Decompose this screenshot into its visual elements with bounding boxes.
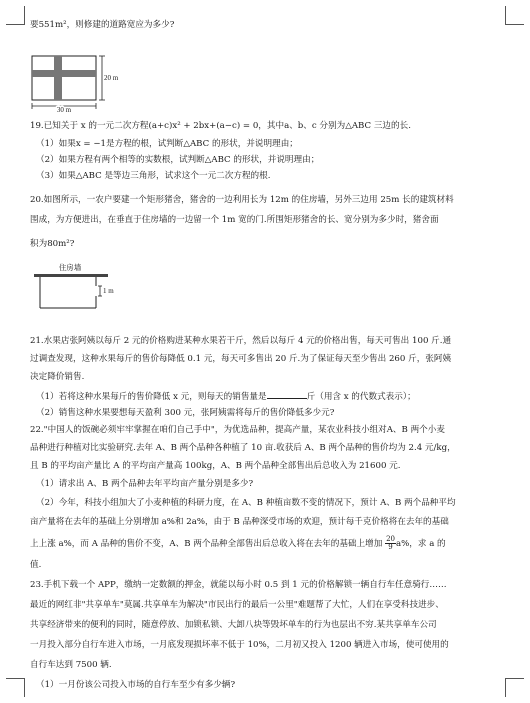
house-wall-label: 住房墙 xyxy=(58,263,82,272)
q23-part1: （1）一月份该公司投入市场的自行车至少有多少辆? xyxy=(36,680,236,690)
q22-part2-line3-text-a: 上上涨 a%，而 A 品种的售价不变，A、B 两个品种全部售出后总收入将在去年的基础上增加 xyxy=(30,539,383,549)
question-tail-line: 要551m²，则修建的道路宽应为多少? xyxy=(30,20,175,30)
q21-line2: 过调查发现，这种水果每斤的售价每降低 0.1 元，每天可多售出 20 斤.为了保证每天至少售出 260 斤，张阿姨 xyxy=(30,354,452,364)
q21-line3: 决定降价销售. xyxy=(30,372,85,382)
q20-line2: 围成，为方便进出，在垂直于住房墙的一边留一个 1m 宽的门.所围矩形猪舍的长、宽分别为多少时，猪舍面 xyxy=(30,215,439,225)
q22-line1: 22."中国人的饭碗必须牢牢掌握在咱们自己手中"，为优选品种，提高产量，某农业科技小组对A、B 两个小麦 xyxy=(30,425,445,435)
field-width-label: 30 m xyxy=(56,106,72,114)
door-width-label: 1 m xyxy=(103,287,114,295)
q19-part2: （2）如果方程有两个相等的实数根，试判断△ABC 的形状，并说明理由； xyxy=(36,155,320,165)
q21-part2: （2）销售这种水果要想每天盈利 300 元，张阿姨需将每斤的售价降低多少元? xyxy=(36,408,335,418)
q22-part2-line2: 亩产量将在去年的基础上分别增加 a%和 2a%，由于 B 品种深受市场的欢迎，预计每千克价格将在去年的基础 xyxy=(30,517,449,527)
q19-part1: （1）如果x = −1是方程的根，试判断△ABC 的形状，并说明理由； xyxy=(36,139,298,149)
q21-line1: 21.水果店张阿姨以每斤 2 元的价格购进某种水果若干斤，然后以每斤 4 元的价格出售，每天可售出 100 斤.通 xyxy=(30,336,452,346)
q22-line3: 且 B 的平均亩产量比 A 的平均亩产量高 100kg，A、B 两个品种全部售出后总收入为 21600 元. xyxy=(30,461,401,471)
fraction-numerator: 20 xyxy=(386,535,395,543)
crop-mark-bottom-right xyxy=(505,678,524,697)
q20-line3: 积为80m²? xyxy=(30,239,75,249)
q23-line3: 共享经济带来的便利的同时，随意停放、加锁私锁、大卸八块等毁坏单车的行为也层出不穷.某共享单车公司 xyxy=(30,620,437,630)
q22-line2: 品种进行种植对比实验研究.去年 A、B 两个品种各种植了 10 亩.收获后 A、B 两个品种的售价均为 2.4 元/kg， xyxy=(30,443,456,453)
q20-line1: 20.如图所示，一农户要建一个矩形猪舍，猪舍的一边利用长为 12m 的住房墙，另外三边用 25m 长的建筑材料 xyxy=(30,195,454,205)
crop-mark-bottom-left xyxy=(6,678,25,697)
q21-part1-text-b: 斤（用含 x 的代数式表示）； xyxy=(306,392,416,402)
q21-part1-text-a: （1）若将这种水果每斤的售价降低 x 元，则每天的销售量是 xyxy=(36,392,267,402)
q19-stem: 19.已知关于 x 的一元二次方程(a+c)x² + 2bx+(a−c) = 0，其中a、b、c 分别为△ABC 三边的长. xyxy=(30,121,411,131)
fraction-denominator: 9 xyxy=(388,543,393,551)
q22-part2-line1: （2）今年，科技小组加大了小麦种植的科研力度，在 A、B 种植亩数不变的情况下，预计 A、B 两个品种平均 xyxy=(36,498,456,508)
road-field-figure xyxy=(30,52,130,120)
q22-part2-line3-text-b: a%，求 a 的 xyxy=(395,539,446,549)
crop-mark-top-right xyxy=(505,6,524,25)
fraction-twenty-ninths xyxy=(385,536,396,551)
q22-part1: （1）请求出 A、B 两个品种去年平均亩产量分别是多少? xyxy=(36,479,254,489)
q23-line1: 23.手机下载一个 APP，缴纳一定数额的押金，就能以每小时 0.5 到 1 元的价格解锁一辆自行车任意骑行…… xyxy=(30,580,447,590)
crop-mark-top-left xyxy=(6,6,25,25)
q19-part3: （3）如果△ABC 是等边三角形，试求这个一元二次方程的根. xyxy=(36,171,271,181)
field-height-label: 20 m xyxy=(104,74,119,82)
q22-part2-line3 xyxy=(30,536,446,551)
pig-pen-figure xyxy=(32,262,132,324)
answer-blank[interactable] xyxy=(267,390,307,399)
q23-line5: 自行车达到 7500 辆. xyxy=(30,660,112,670)
q22-part2-line4: 值. xyxy=(30,560,42,570)
q23-line2: 最近的网红非"共享单车"莫属.共享单车为解决"市民出行的最后一公里"难题帮了大忙，人们在享受科技进步、 xyxy=(30,600,444,610)
q23-line4: 一月投入部分自行车进入市场，一月底发现损坏率不低于 10%，二月初又投入 1200 辆进入市场，使可使用的 xyxy=(30,640,449,650)
q21-part1 xyxy=(36,390,416,402)
